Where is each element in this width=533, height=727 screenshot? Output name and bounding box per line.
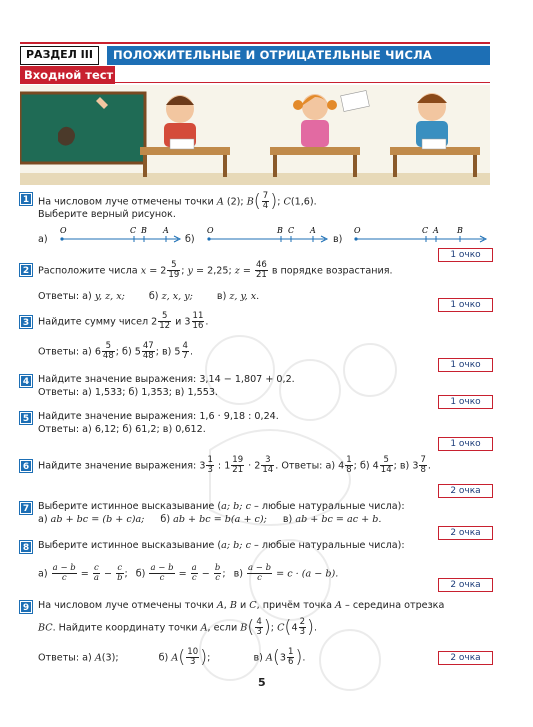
fraction: $\frac{7}{4}$ — [262, 191, 269, 211]
fraction: $\frac{4}{7}$ — [182, 341, 188, 361]
text: . — [427, 460, 431, 472]
answer-c: z, y, x. — [229, 291, 260, 302]
header-rule — [20, 42, 490, 44]
var-b: B — [246, 196, 254, 208]
problem-7-options — [38, 514, 381, 526]
score-badge: 1 очко — [438, 358, 493, 372]
text: б) — [158, 652, 172, 664]
fraction: $\frac{a}{c}$ — [191, 563, 197, 583]
problem-4-answers: Ответы: а) 1,533; б) 1,353; в) 1,553. — [38, 387, 218, 398]
fraction: $\frac{19}{21}$ — [232, 455, 244, 475]
problem-8-statement — [38, 540, 405, 552]
text: ; — [277, 196, 284, 208]
option-c-label: в) — [333, 234, 343, 245]
text: ; б) 5 — [115, 346, 141, 358]
vars: a; b; c — [221, 501, 251, 512]
text: ; в) 5 — [155, 346, 181, 358]
classroom-illustration — [20, 85, 490, 185]
problem-8-options — [38, 564, 338, 583]
text: Ответы: а) — [38, 291, 95, 302]
text: = — [77, 568, 92, 580]
text: и 3 — [172, 316, 191, 328]
text: = 2,25; — [192, 265, 235, 277]
fraction: $\frac{a - b}{c}$ — [52, 563, 76, 583]
number-ray-b — [203, 223, 331, 245]
fraction: $\frac{b}{c}$ — [214, 563, 221, 583]
section-label: РАЗДЕЛ III — [20, 46, 99, 65]
score-badge: 2 очка — [438, 578, 493, 592]
text: ; — [207, 652, 214, 664]
problem-5-statement: Найдите значение выражения: 1,6 · 9,18 : 0,24. — [38, 411, 279, 422]
vars: a; b; c — [221, 540, 251, 551]
fraction: $\frac{1}{8}$ — [346, 455, 352, 475]
text: 4 — [291, 622, 298, 634]
ray-label: C — [130, 226, 137, 235]
problem-7-statement — [38, 501, 405, 513]
text: = — [239, 265, 254, 277]
paren: ) — [306, 616, 315, 638]
fraction: $\frac{4}{3}$ — [256, 617, 262, 637]
paren: ( — [247, 616, 255, 638]
paren: ( — [284, 616, 292, 638]
score-badge: 2 очка — [438, 651, 493, 665]
fraction: $\frac{11}{16}$ — [192, 311, 204, 331]
number-ray-a — [56, 223, 184, 245]
option-c: ab + bc = ac + b. — [295, 514, 382, 525]
paren: ( — [272, 646, 280, 668]
paren: ( — [253, 190, 261, 212]
text: б) — [135, 568, 149, 580]
var-y: y — [187, 265, 193, 277]
score-badge: 1 очко — [438, 437, 493, 451]
fraction: $\frac{7}{8}$ — [420, 455, 426, 475]
answer-a: y, z, x; — [94, 291, 125, 302]
option-b: ab + bc = b(a + c); — [173, 514, 267, 525]
test-title: Входной тест — [20, 66, 115, 84]
var-c: C — [283, 196, 291, 208]
paren: ) — [270, 190, 278, 212]
var-a: A — [171, 652, 179, 664]
var-a: A — [265, 652, 273, 664]
text: На числовом луче отмечены точки — [38, 600, 217, 611]
problem-3-statement — [38, 312, 208, 331]
score-badge: 2 очка — [438, 484, 493, 498]
text: Выберите истинное высказывание ( — [38, 501, 222, 512]
score-badge: 1 очко — [438, 248, 493, 262]
fraction: $\frac{5}{19}$ — [168, 260, 180, 280]
text: ; в) 3 — [393, 460, 419, 472]
problem-number: 4 — [20, 375, 32, 387]
text: − — [198, 568, 213, 580]
text: : 1 — [214, 460, 231, 472]
text: − — [100, 568, 116, 580]
answer-a: A — [94, 652, 102, 664]
var-a: A — [216, 196, 224, 208]
text: . — [189, 346, 194, 358]
problem-number: 7 — [20, 502, 32, 514]
text: . Найдите координату точки — [52, 622, 201, 634]
text: . — [314, 622, 318, 634]
option-a: ab + bc = (b + c)a; — [50, 514, 145, 525]
var-c: C — [249, 600, 257, 611]
problem-number: 1 — [20, 193, 32, 205]
fraction: $\frac{1}{6}$ — [287, 647, 294, 667]
problem-number: 3 — [20, 316, 32, 328]
option-b-label: б) — [185, 234, 195, 245]
text: ; — [222, 568, 226, 580]
problem-6-statement — [38, 456, 431, 475]
fraction: $\frac{10}{3}$ — [187, 647, 199, 667]
problem-4-statement: Найдите значение выражения: 3,14 − 1,807 + 0,2. — [38, 374, 295, 385]
paren: ) — [295, 646, 303, 668]
text: = c · (a − b). — [273, 568, 339, 580]
fraction: $\frac{5}{48}$ — [102, 341, 114, 361]
fraction: $\frac{3}{14}$ — [262, 455, 274, 475]
text: а) — [38, 514, 51, 525]
text: , причём точка — [256, 600, 336, 611]
text: – любые натуральные числа): — [250, 501, 405, 512]
ray-label: A — [433, 226, 439, 235]
problem-5-answers: Ответы: а) 6,12; б) 61,2; в) 0,612. — [38, 424, 206, 435]
text: в) — [233, 568, 247, 580]
text: Ответы: а) 6 — [38, 346, 101, 358]
paren: ) — [263, 616, 271, 638]
text: Выберите истинное высказывание ( — [38, 540, 222, 551]
ray-label: O — [354, 226, 361, 235]
fraction: $\frac{2}{3}$ — [299, 617, 305, 637]
text: Ответы: а) — [38, 652, 95, 664]
problem-9-line2 — [38, 618, 317, 637]
problem-number: 5 — [20, 412, 32, 424]
score-badge: 2 очка — [438, 526, 493, 540]
fraction: $\frac{5}{14}$ — [380, 455, 392, 475]
ray-label: C — [288, 226, 295, 235]
text: , если — [207, 622, 241, 634]
number-ray-c — [350, 223, 490, 245]
text: Найдите сумму чисел 2 — [38, 316, 158, 328]
var-b: B — [229, 600, 237, 611]
var-b: B — [240, 622, 248, 634]
text: – середина отрезка — [341, 600, 445, 611]
ray-label: A — [310, 226, 316, 235]
text: · 2 — [245, 460, 261, 472]
text: = — [175, 568, 190, 580]
text: Найдите значение выражения: 3 — [38, 460, 206, 472]
var-z: z — [234, 265, 240, 277]
fraction: $\frac{47}{48}$ — [142, 341, 154, 361]
page-number: 5 — [258, 676, 266, 689]
ray-label: O — [60, 226, 67, 235]
answer-b: z, x, y; — [161, 291, 193, 302]
problem-9-line1 — [38, 600, 444, 612]
problem-number: 6 — [20, 460, 32, 472]
fraction: $\frac{a - b}{c}$ — [150, 563, 174, 583]
score-badge: 1 очко — [438, 298, 493, 312]
text: ; — [124, 568, 128, 580]
text: . — [205, 316, 209, 328]
var-x: x — [140, 265, 147, 277]
score-badge: 1 очко — [438, 395, 493, 409]
var-a: A — [335, 600, 342, 611]
paren: ( — [178, 646, 186, 668]
option-a-label: а) — [38, 234, 48, 245]
fraction: $\frac{c}{b}$ — [117, 563, 123, 583]
text: в) — [216, 291, 230, 302]
problem-number: 9 — [20, 601, 32, 613]
problem-3-answers — [38, 342, 193, 361]
chapter-title: ПОЛОЖИТЕЛЬНЫЕ И ОТРИЦАТЕЛЬНЫЕ ЧИСЛА — [107, 46, 490, 65]
text: в) — [253, 652, 266, 664]
fraction: $\frac{1}{3}$ — [207, 455, 213, 475]
problem-9-answers — [38, 648, 305, 667]
ray-label: C — [422, 226, 429, 235]
text: в порядке возрастания. — [268, 265, 393, 277]
text: а) — [38, 568, 51, 580]
problem-number: 2 — [20, 264, 32, 276]
text: На числовом луче отмечены точки — [38, 196, 217, 208]
ray-label: O — [207, 226, 214, 235]
text: ; б) 4 — [353, 460, 379, 472]
subtitle-rule — [115, 82, 490, 83]
text: , — [223, 600, 230, 611]
text: Расположите числа — [38, 265, 141, 277]
text: = 2 — [146, 265, 167, 277]
problem-2-answers — [38, 291, 259, 303]
var-c: C — [277, 622, 285, 634]
problem-2-statement — [38, 261, 393, 280]
var-a: A — [200, 622, 208, 634]
text: (2); — [223, 196, 247, 208]
fraction: $\frac{46}{21}$ — [255, 260, 267, 280]
ray-label: B — [277, 226, 283, 235]
text: и — [236, 600, 250, 611]
text: в) — [282, 514, 296, 525]
problem-number: 8 — [20, 541, 32, 553]
text: б) — [160, 514, 174, 525]
fraction: $\frac{5}{12}$ — [159, 311, 171, 331]
ray-label: A — [163, 226, 169, 235]
text: (1,6). — [290, 196, 317, 208]
paren: ) — [200, 646, 208, 668]
text: (3); — [101, 652, 119, 664]
text: . Ответы: а) 4 — [275, 460, 345, 472]
text: б) — [148, 291, 162, 302]
text: . — [302, 652, 306, 664]
fraction: $\frac{a - b}{c}$ — [248, 563, 272, 583]
var-a: A — [216, 600, 224, 611]
text: – любые натуральные числа): — [250, 540, 405, 551]
ray-label: B — [141, 226, 147, 235]
text: 3 — [279, 652, 286, 664]
text: ; — [181, 265, 188, 277]
fraction: $\frac{c}{a}$ — [93, 563, 99, 583]
problem-1-instruction: Выберите верный рисунок. — [38, 209, 176, 220]
ray-label: B — [457, 226, 463, 235]
text: ; — [270, 622, 278, 634]
var-bc: BC — [38, 622, 53, 634]
